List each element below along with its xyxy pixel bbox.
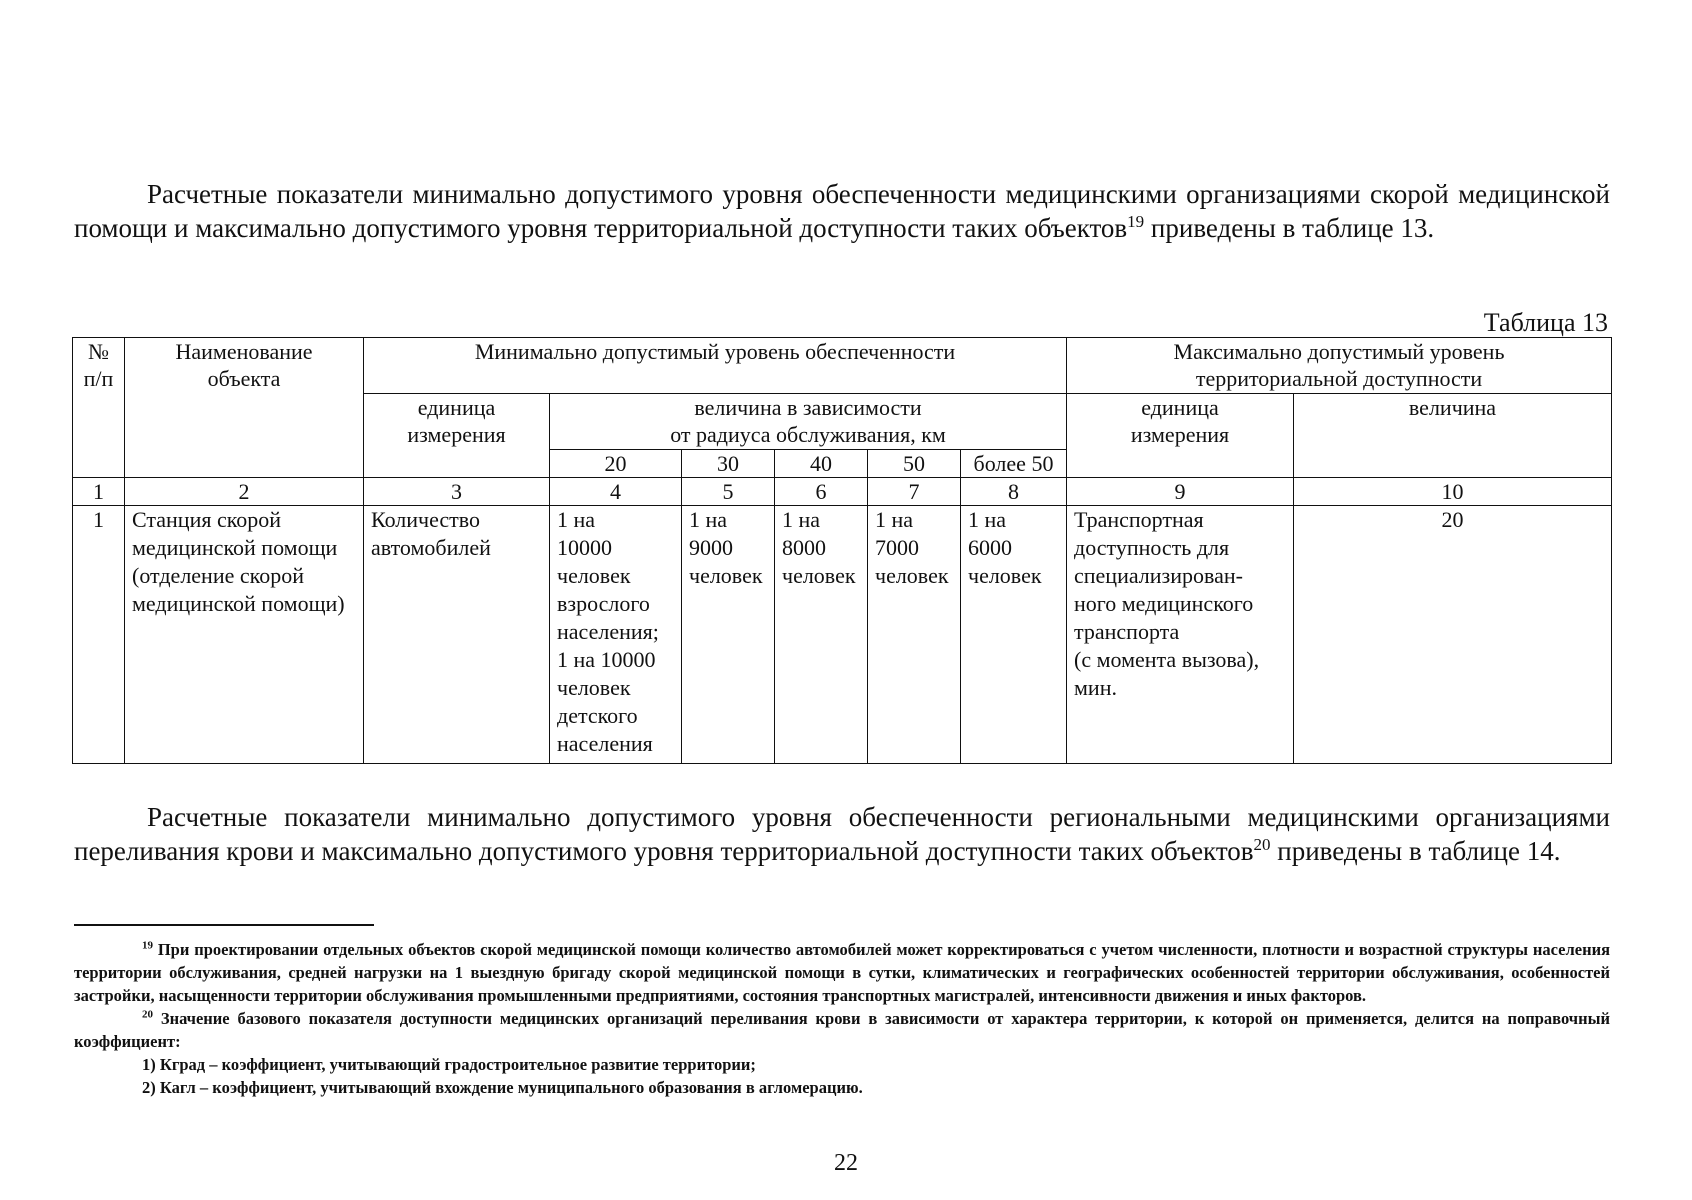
header-min-level: Минимально допустимый уровень обеспеченности	[364, 338, 1067, 394]
footnote-separator	[74, 924, 374, 926]
footnote-item-text: 1) Кград – коэффициент, учитывающий градостроительное развитие территории;	[142, 1055, 756, 1074]
second-text: Расчетные показатели минимально допустимого уровня обеспеченности региональными медицинскими организациями переливания крови и максимально допустимого уровня территориальной доступности таких объектов	[74, 802, 1610, 866]
intro-paragraph	[74, 177, 1610, 245]
col-num: 3	[364, 478, 550, 506]
footnote-list-item	[74, 1053, 1610, 1076]
col-num: 7	[868, 478, 961, 506]
radius-40: 40	[775, 450, 868, 478]
col-num: 6	[775, 478, 868, 506]
header-unit: единица измерения	[364, 394, 550, 478]
radius-20: 20	[550, 450, 682, 478]
row-radius-20: 1 на 10000 человек взрослого населения; 1 на 10000 человек детского населения	[550, 506, 682, 764]
footnotes	[74, 938, 1610, 1099]
footnote-20-text: Значение базового показателя доступности медицинских организаций переливания крови в зависимости от характера территории, к которой он применяется, делится на поправочный коэффициент:	[74, 1009, 1610, 1051]
second-paragraph	[74, 800, 1610, 868]
table-row	[73, 506, 1612, 764]
row-radius-40: 1 на 8000 человек	[775, 506, 868, 764]
row-unit: Количество автомобилей	[364, 506, 550, 764]
col-num: 9	[1067, 478, 1294, 506]
header-num: № п/п	[73, 338, 125, 478]
radius-30: 30	[682, 450, 775, 478]
row-num: 1	[73, 506, 125, 764]
col-num: 8	[961, 478, 1067, 506]
footnote-list-item	[74, 1076, 1610, 1099]
col-num: 4	[550, 478, 682, 506]
col-num: 1	[73, 478, 125, 506]
col-num: 2	[125, 478, 364, 506]
col-num: 10	[1294, 478, 1612, 506]
header-name: Наименование объекта	[125, 338, 364, 478]
header-unit-access: единица измерения	[1067, 394, 1294, 478]
table-caption: Таблица 13	[1483, 308, 1608, 337]
header-value-by-radius: величина в зависимости от радиуса обслуживания, км	[550, 394, 1067, 450]
footnote-mark-19: 19	[142, 939, 153, 952]
row-radius-over-50: 1 на 6000 человек	[961, 506, 1067, 764]
footnote-ref-19[interactable]: 19	[1127, 212, 1145, 231]
header-max-level: Максимально допустимый уровень территориальной доступности	[1067, 338, 1612, 394]
second-tail: приведены в таблице 14.	[1270, 836, 1561, 866]
footnote-item-text: 2) Кагл – коэффициент, учитывающий вхождение муниципального образования в агломерацию.	[142, 1078, 863, 1097]
row-access-unit: Транспортная доступность для специализирован- ного медицинского транспорта (с момента вызова), мин.	[1067, 506, 1294, 764]
row-radius-50: 1 на 7000 человек	[868, 506, 961, 764]
intro-tail: приведены в таблице 13.	[1144, 213, 1435, 243]
row-access-value: 20	[1294, 506, 1612, 764]
footnote-19	[74, 938, 1610, 1007]
row-name: Станция скорой медицинской помощи (отделение скорой медицинской помощи)	[125, 506, 364, 764]
page-number: 22	[834, 1150, 858, 1176]
radius-over-50: более 50	[961, 450, 1067, 478]
footnote-20	[74, 1007, 1610, 1053]
table-13	[72, 337, 1612, 764]
footnote-19-text: При проектировании отдельных объектов скорой медицинской помощи количество автомобилей может корректироваться с учетом численности, плотности и возрастной структуры населения территории обслуживания, средней нагрузки на 1 выездную бригаду скорой медицинской помощи в сутки, климатических и географических особенностей территории обслуживания, особенностей застройки, насыщенности территории обслуживания промышленными предприятиями, состояния транспортных магистралей, интенсивности движения и иных факторов.	[74, 940, 1611, 1005]
column-number-row	[73, 478, 1612, 506]
header-value-access: величина	[1294, 394, 1612, 478]
footnote-ref-20[interactable]: 20	[1253, 835, 1271, 854]
col-num: 5	[682, 478, 775, 506]
radius-50: 50	[868, 450, 961, 478]
footnote-mark-20: 20	[142, 1008, 153, 1021]
row-radius-30: 1 на 9000 человек	[682, 506, 775, 764]
intro-text: Расчетные показатели минимально допустимого уровня обеспеченности медицинскими организациями скорой медицинской помощи и максимально допустимого уровня территориальной доступности таких объектов	[74, 179, 1610, 243]
